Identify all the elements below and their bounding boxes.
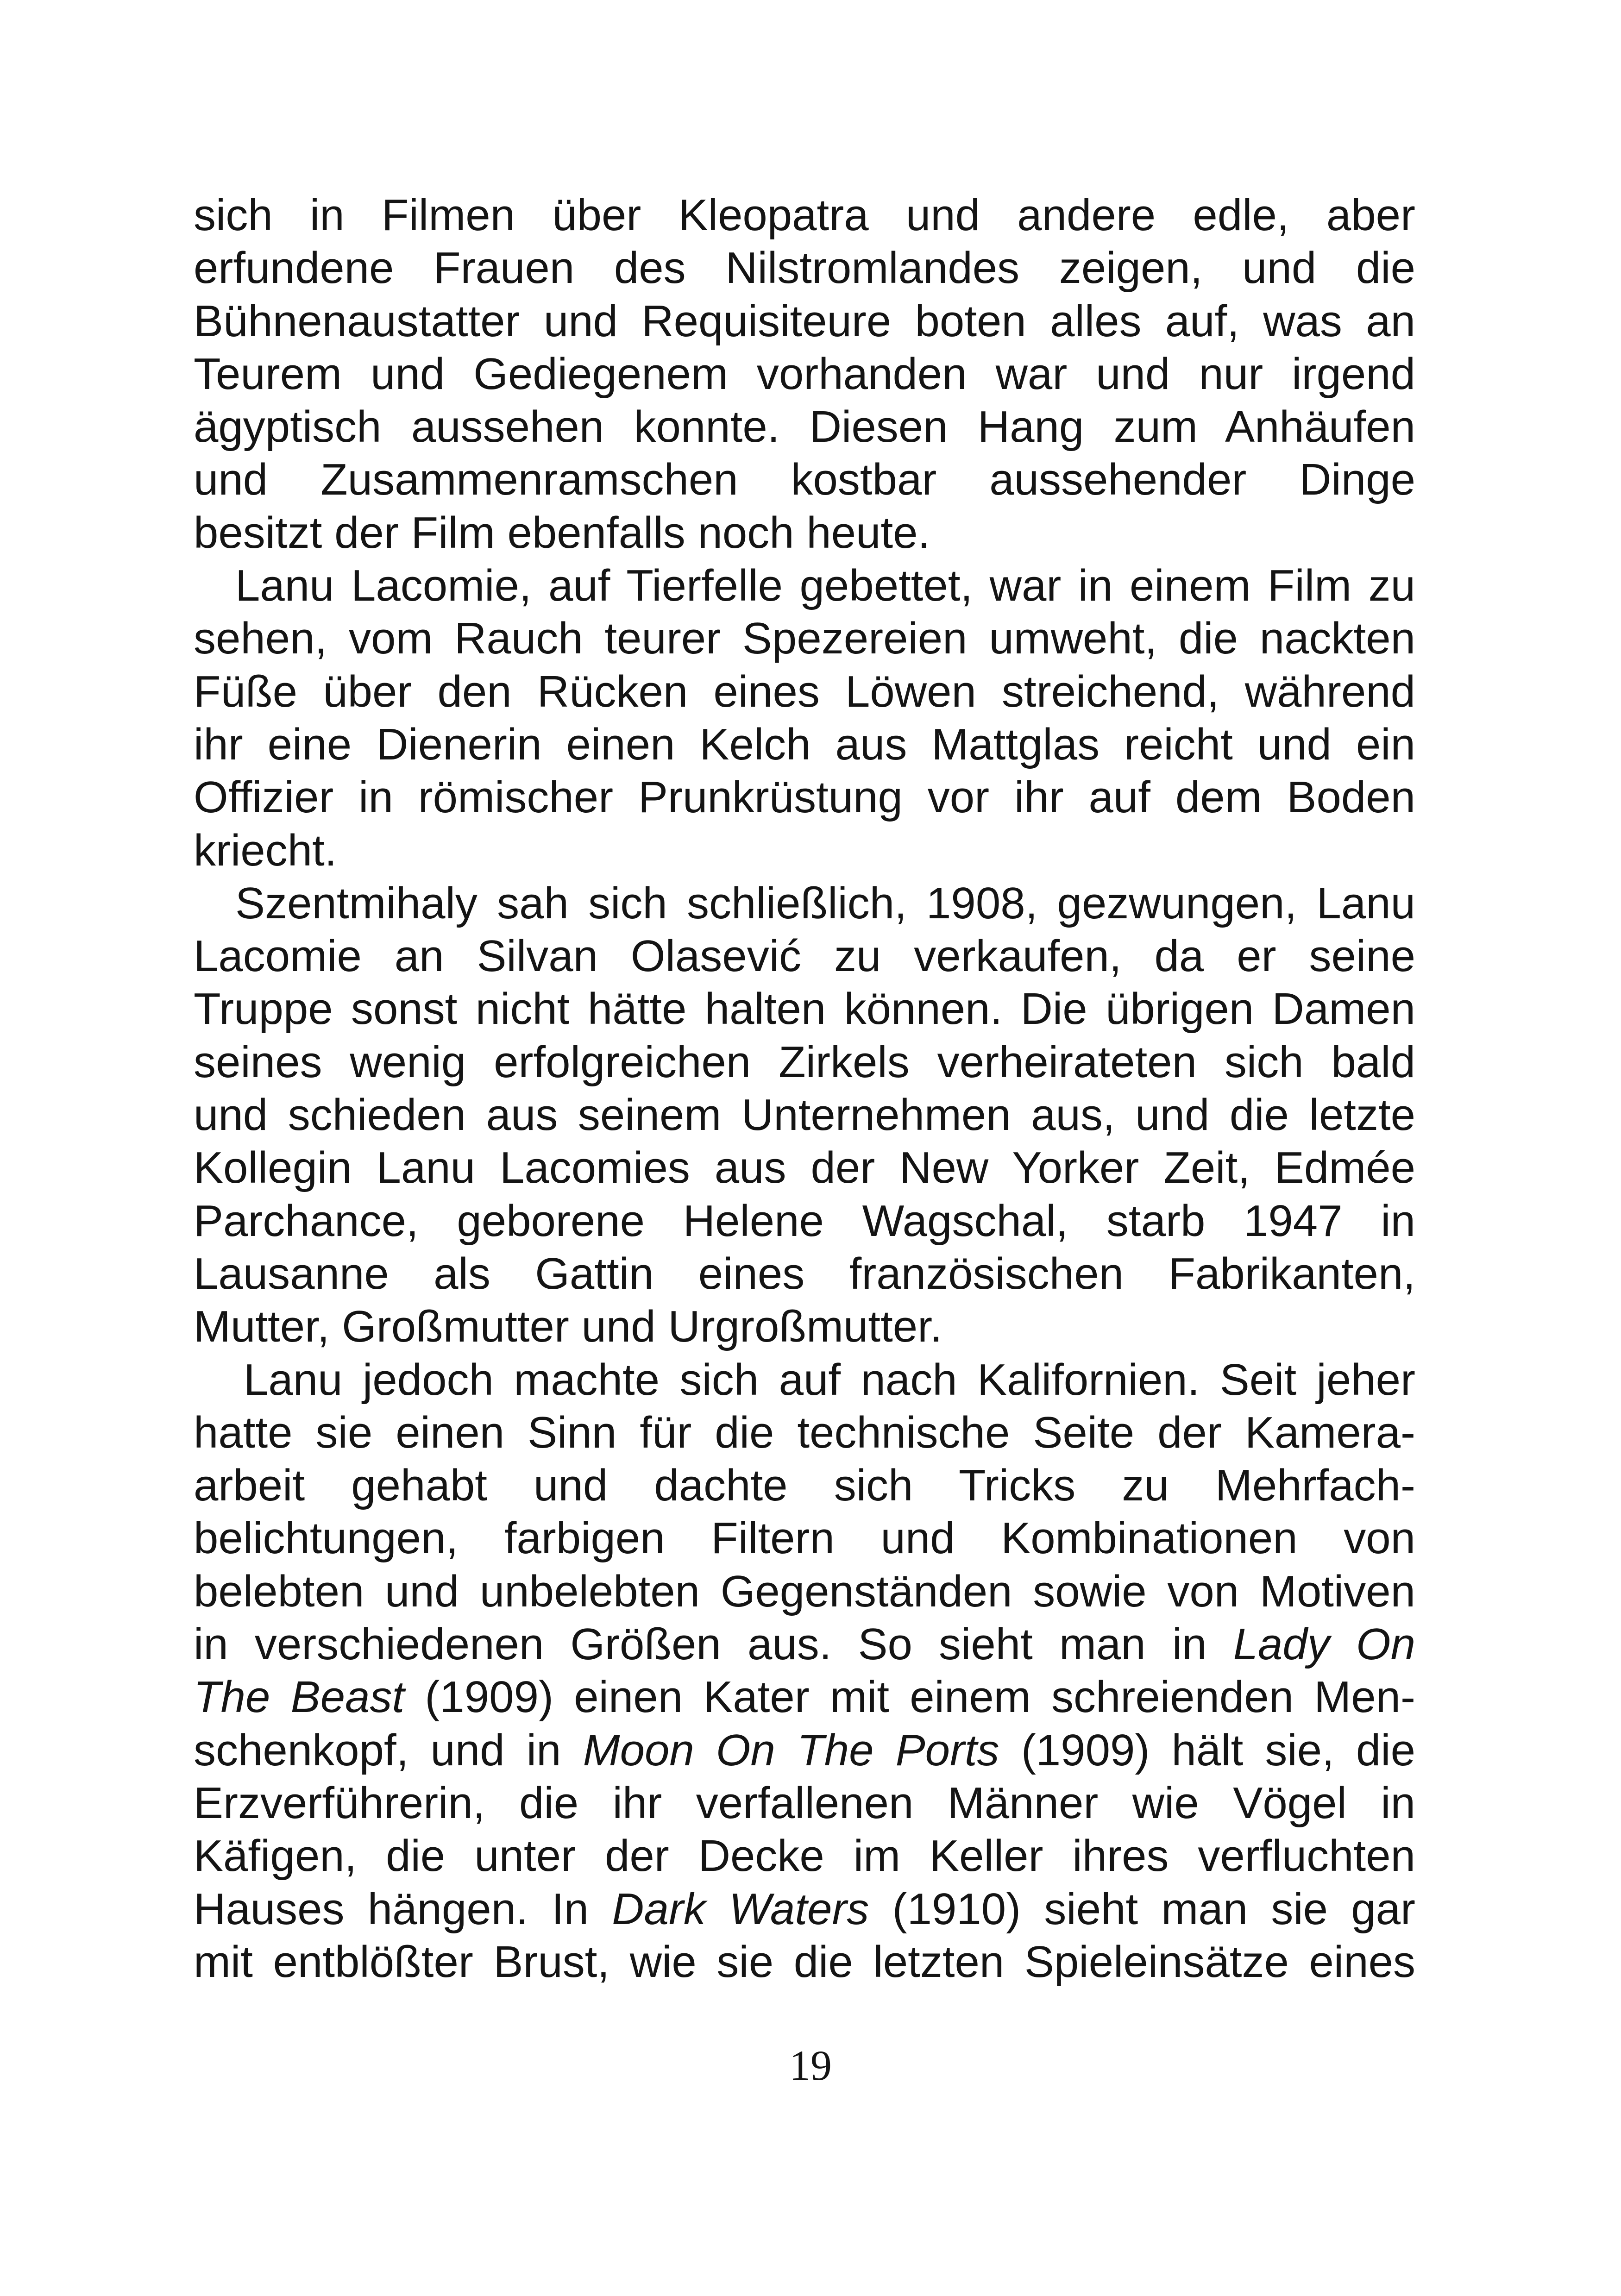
text-segment: Lanu jedoch machte sich auf nach Kalifornien. Seit jeher: [244, 1355, 1415, 1405]
text-line: [194, 1300, 1415, 1353]
text-line: [194, 295, 1415, 348]
text-segment: Erzverführerin, die ihr verfallenen Männer wie Vögel in: [194, 1778, 1415, 1828]
text-line: [194, 348, 1415, 401]
text-segment: in verschiedenen Größen aus. So sieht man in: [194, 1619, 1233, 1669]
body-text: [194, 189, 1415, 1989]
text-segment: Parchance, geborene Helene Wagschal, starb 1947 in: [194, 1196, 1415, 1246]
text-line: [194, 1354, 1415, 1406]
text-segment: ihr eine Dienerin einen Kelch aus Mattglas reicht und ein: [194, 719, 1415, 769]
text-segment: besitzt der Film ebenfalls noch heute.: [194, 508, 930, 558]
text-segment: Bühnenaustatter und Requisiteure boten alles auf, was an: [194, 296, 1415, 346]
text-line: [194, 1618, 1415, 1671]
text-segment: sich in Filmen über Kleopatra und andere edle, aber: [194, 190, 1415, 240]
text-line: [194, 189, 1415, 242]
text-line: [194, 242, 1415, 295]
page-number: 19: [789, 2042, 832, 2089]
text-line: [194, 507, 1415, 559]
text-line: [194, 1883, 1415, 1936]
text-segment: Lausanne als Gattin eines französischen Fabrikanten,: [194, 1248, 1415, 1299]
text-line: [194, 1195, 1415, 1248]
text-line: [194, 771, 1415, 824]
text-line: [194, 983, 1415, 1035]
text-segment: Kollegin Lanu Lacomies aus der New Yorker Zeit, Edmée: [194, 1143, 1415, 1193]
text-line: [194, 401, 1415, 453]
text-line: [194, 1936, 1415, 1989]
text-segment: erfundene Frauen des Nilstromlandes zeigen, und die: [194, 243, 1415, 293]
italic-title: Lady On: [1233, 1619, 1416, 1669]
text-line: [194, 1565, 1415, 1618]
text-segment: und schieden aus seinem Unternehmen aus, und die letzte: [194, 1090, 1415, 1140]
text-segment: arbeit gehabt und dachte sich Tricks zu Mehrfach-: [194, 1461, 1415, 1511]
text-segment: ägyptisch aussehen konnte. Diesen Hang zum Anhäufen: [194, 402, 1415, 452]
text-line: [194, 718, 1415, 771]
text-segment: Teurem und Gediegenem vorhanden war und nur irgend: [194, 349, 1415, 399]
text-segment: Käfigen, die unter der Decke im Keller ihres verfluchten: [194, 1831, 1415, 1881]
text-line: [194, 453, 1415, 506]
text-line: [194, 1406, 1415, 1459]
text-line: [194, 824, 1415, 877]
text-segment: belebten und unbelebten Gegenständen sowie von Motiven: [194, 1566, 1415, 1616]
text-segment: Lanu Lacomie, auf Tierfelle gebettet, war in einem Film zu: [235, 561, 1415, 611]
text-segment: Mutter, Großmutter und Urgroßmutter.: [194, 1302, 942, 1352]
text-line: [194, 1142, 1415, 1194]
text-segment: seines wenig erfolgreichen Zirkels verheirateten sich bald: [194, 1037, 1415, 1087]
text-line: [194, 559, 1415, 612]
text-segment: hatte sie einen Sinn für die technische Seite der Kamera-: [194, 1407, 1415, 1457]
text-line: [194, 1830, 1415, 1882]
text-segment: kriecht.: [194, 825, 337, 875]
text-line: [194, 612, 1415, 665]
text-line: [194, 665, 1415, 718]
text-segment: Hauses hängen. In: [194, 1884, 612, 1934]
text-segment: (1910) sieht man sie gar: [869, 1884, 1416, 1934]
text-segment: und Zusammenramschen kostbar aussehender Dinge: [194, 455, 1415, 505]
text-segment: (1909) hält sie, die: [999, 1725, 1416, 1775]
text-segment: Füße über den Rücken eines Löwen streichend, während: [194, 666, 1415, 716]
text-line: [194, 1777, 1415, 1830]
italic-title: The Beast: [194, 1672, 405, 1722]
italic-title: Dark Waters: [612, 1884, 869, 1934]
text-line: [194, 877, 1415, 930]
text-segment: Truppe sonst nicht hätte halten können. Die übrigen Damen: [194, 984, 1415, 1034]
text-line: [194, 1036, 1415, 1089]
text-segment: sehen, vom Rauch teurer Spezereien umweht, die nackten: [194, 614, 1415, 664]
text-segment: Offizier in römischer Prunkrüstung vor ihr auf dem Boden: [194, 772, 1415, 822]
text-segment: Szentmihaly sah sich schließlich, 1908, gezwungen, Lanu: [235, 878, 1415, 928]
text-segment: belichtungen, farbigen Filtern und Kombinationen von: [194, 1513, 1415, 1563]
text-line: [194, 930, 1415, 983]
text-line: [194, 1089, 1415, 1142]
text-line: [194, 1248, 1415, 1300]
text-segment: schenkopf, und in: [194, 1725, 583, 1775]
text-line: [194, 1459, 1415, 1512]
text-segment: (1909) einen Kater mit einem schreienden Men-: [404, 1672, 1416, 1722]
italic-title: Moon On The Ports: [583, 1725, 999, 1775]
text-segment: Lacomie an Silvan Olasević zu verkaufen, da er seine: [194, 931, 1415, 981]
text-segment: mit entblößter Brust, wie sie die letzten Spieleinsätze eines: [194, 1937, 1415, 1987]
text-line: [194, 1724, 1415, 1777]
text-line: [194, 1671, 1415, 1724]
text-line: [194, 1512, 1415, 1565]
